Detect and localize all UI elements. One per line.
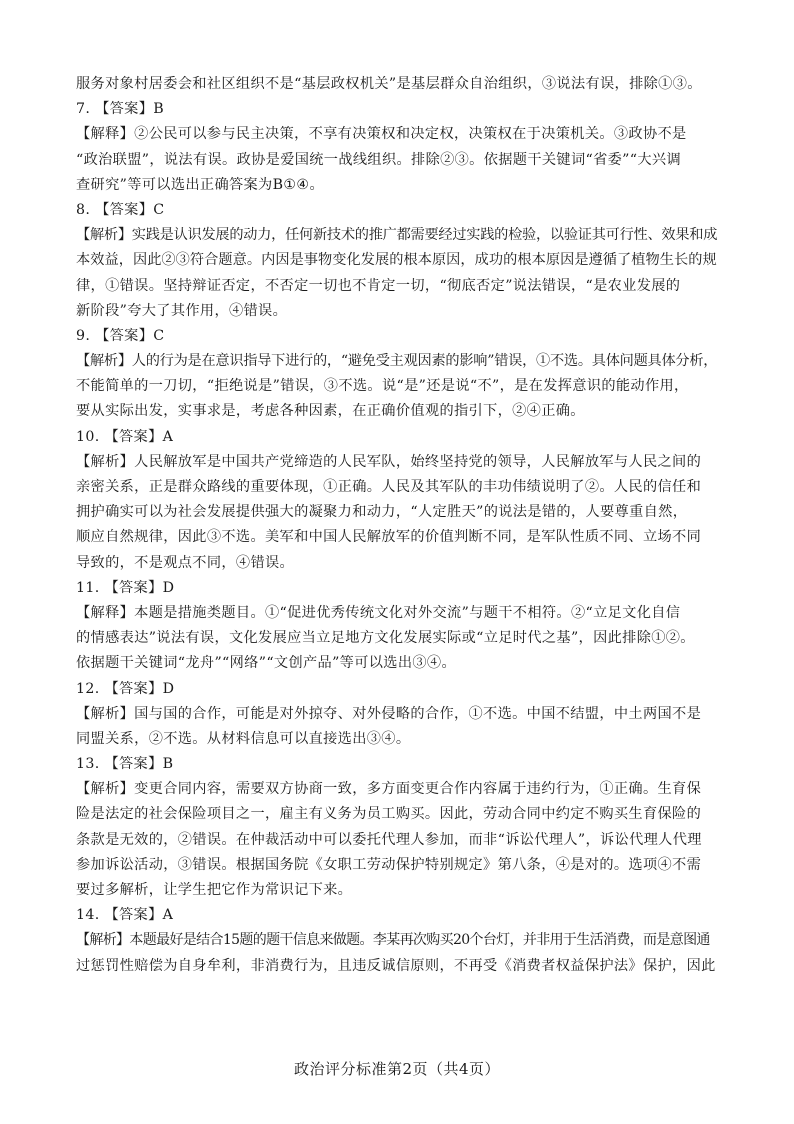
text-line: 10. 【答案】A <box>76 428 174 445</box>
text-line: 12. 【答案】D <box>76 680 175 697</box>
text-line: 要过多解析，让学生把它作为常识记下来。 <box>76 882 353 898</box>
text-line: 过惩罚性赔偿为自身牟利，非消费行为，且违反诚信原则，不再受《消费者权益保护法》保护，因此 <box>76 957 716 974</box>
text-line: 新阶段”夸大了其作用，④错误。 <box>76 302 288 319</box>
page-footer: 政治评分标准第2页（共4页） <box>293 1060 501 1078</box>
text-line: 同盟关系，②不选。从材料信息可以直接选出③④。 <box>76 730 411 747</box>
text-line: 13. 【答案】B <box>76 756 174 773</box>
text-line: 9. 【答案】C <box>76 327 165 344</box>
text-line: 11. 【答案】D <box>76 579 175 596</box>
text-line: 的情感表达”说法有误，文化发展应当立足地方文化发展实际或“立足时代之基”，因此排除①②。 <box>76 630 695 647</box>
text-line: 查研究”等可以选出正确答案为B①④。 <box>76 176 325 193</box>
text-line: 【解析】人的行为是在意识指导下进行的，“避免受主观因素的影响”错误，①不选。具体问题具体分析， <box>76 353 718 370</box>
text-line: 律，①错误。坚持辩证否定，不否定一切也不肯定一切，“彻底否定”说法错误，“是农业发展的 <box>76 277 681 294</box>
text-line: 导致的，不是观点不同，④错误。 <box>76 554 295 571</box>
text-line: 【解释】本题是措施类题目。①“促进优秀传统文化对外交流”与题干不相符。②“立足文化自信 <box>76 604 681 621</box>
text-line: “政治联盟”，说法有误。政协是爱国统一战线组织。排除②③。依据题干关键词“省委”“大兴调 <box>76 151 681 168</box>
text-line: 服务对象村居委会和社区组织不是“基层政权机关”是基层群众自治组织，③说法有误，排除①③。 <box>76 76 702 92</box>
text-line: 【解析】变更合同内容，需要双方协商一致，多方面变更合作内容属于违约行为，①正确。生育保 <box>76 781 702 798</box>
text-line: 拥护确实可以为社会发展提供强大的凝聚力和动力，“人定胜天”的说法是错的，人要尊重自然， <box>76 504 688 521</box>
text-line: 8. 【答案】C <box>76 201 165 218</box>
text-line: 14. 【答案】A <box>76 907 174 924</box>
text-line: 【解释】②公民可以参与民主决策，不享有决策权和决定权，决策权在于决策机关。③政协不是 <box>76 126 687 143</box>
text-line: 参加诉讼活动，③错误。根据国务院《女职工劳动保护特别规定》第八条，④是对的。选项④不需 <box>76 856 702 873</box>
text-line: 本效益，因此②③符合题意。内因是事物变化发展的根本原因，成功的根本原因是遵循了植物生长的规 <box>76 252 717 269</box>
text-line: 【解析】本题最好是结合15题的题干信息来做题。李某再次购买20个台灯，并非用于生活消费，而是意图通 <box>76 932 710 949</box>
text-line: 顺应自然规律，因此③不选。美军和中国人民解放军的价值判断不同，是军队性质不同、立场不同 <box>76 529 702 546</box>
text-line: 亲密关系，正是群众路线的重要体现，①正确。人民及其军队的丰功伟绩说明了②。人民的信任和 <box>76 479 702 495</box>
text-line: 条款是无效的，②错误。在仲裁活动中可以委托代理人参加，而非“诉讼代理人”，诉讼代理人代理 <box>76 831 702 848</box>
text-line: 【解析】人民解放军是中国共产党缔造的人民军队，始终坚持党的领导，人民解放军与人民之间的 <box>76 453 702 470</box>
text-line: 【解析】国与国的合作，可能是对外掠夺、对外侵略的合作，①不选。中国不结盟，中土两国不是 <box>76 705 702 722</box>
text-line: 7. 【答案】B <box>76 101 165 118</box>
text-line: 不能简单的一刀切，“拒绝说是”错误，③不选。说“是”还是说“不”，是在发挥意识的能动作用， <box>76 378 689 395</box>
text-line: 险是法定的社会保险项目之一，雇主有义务为员工购买。因此，劳动合同中约定不购买生育保险的 <box>76 806 702 823</box>
answer-explanation-body <box>76 72 718 979</box>
text-line: 依据题干关键词“龙舟”“网络”“文创产品”等可以选出③④。 <box>76 655 456 672</box>
text-line: 【解析】实践是认识发展的动力，任何新技术的推广都需要经过实践的检验，以验证其可行性、效果和成 <box>76 227 718 244</box>
text-line: 要从实际出发，实事求是，考虑各种因素，在正确价值观的指引下，②④正确。 <box>76 403 585 420</box>
